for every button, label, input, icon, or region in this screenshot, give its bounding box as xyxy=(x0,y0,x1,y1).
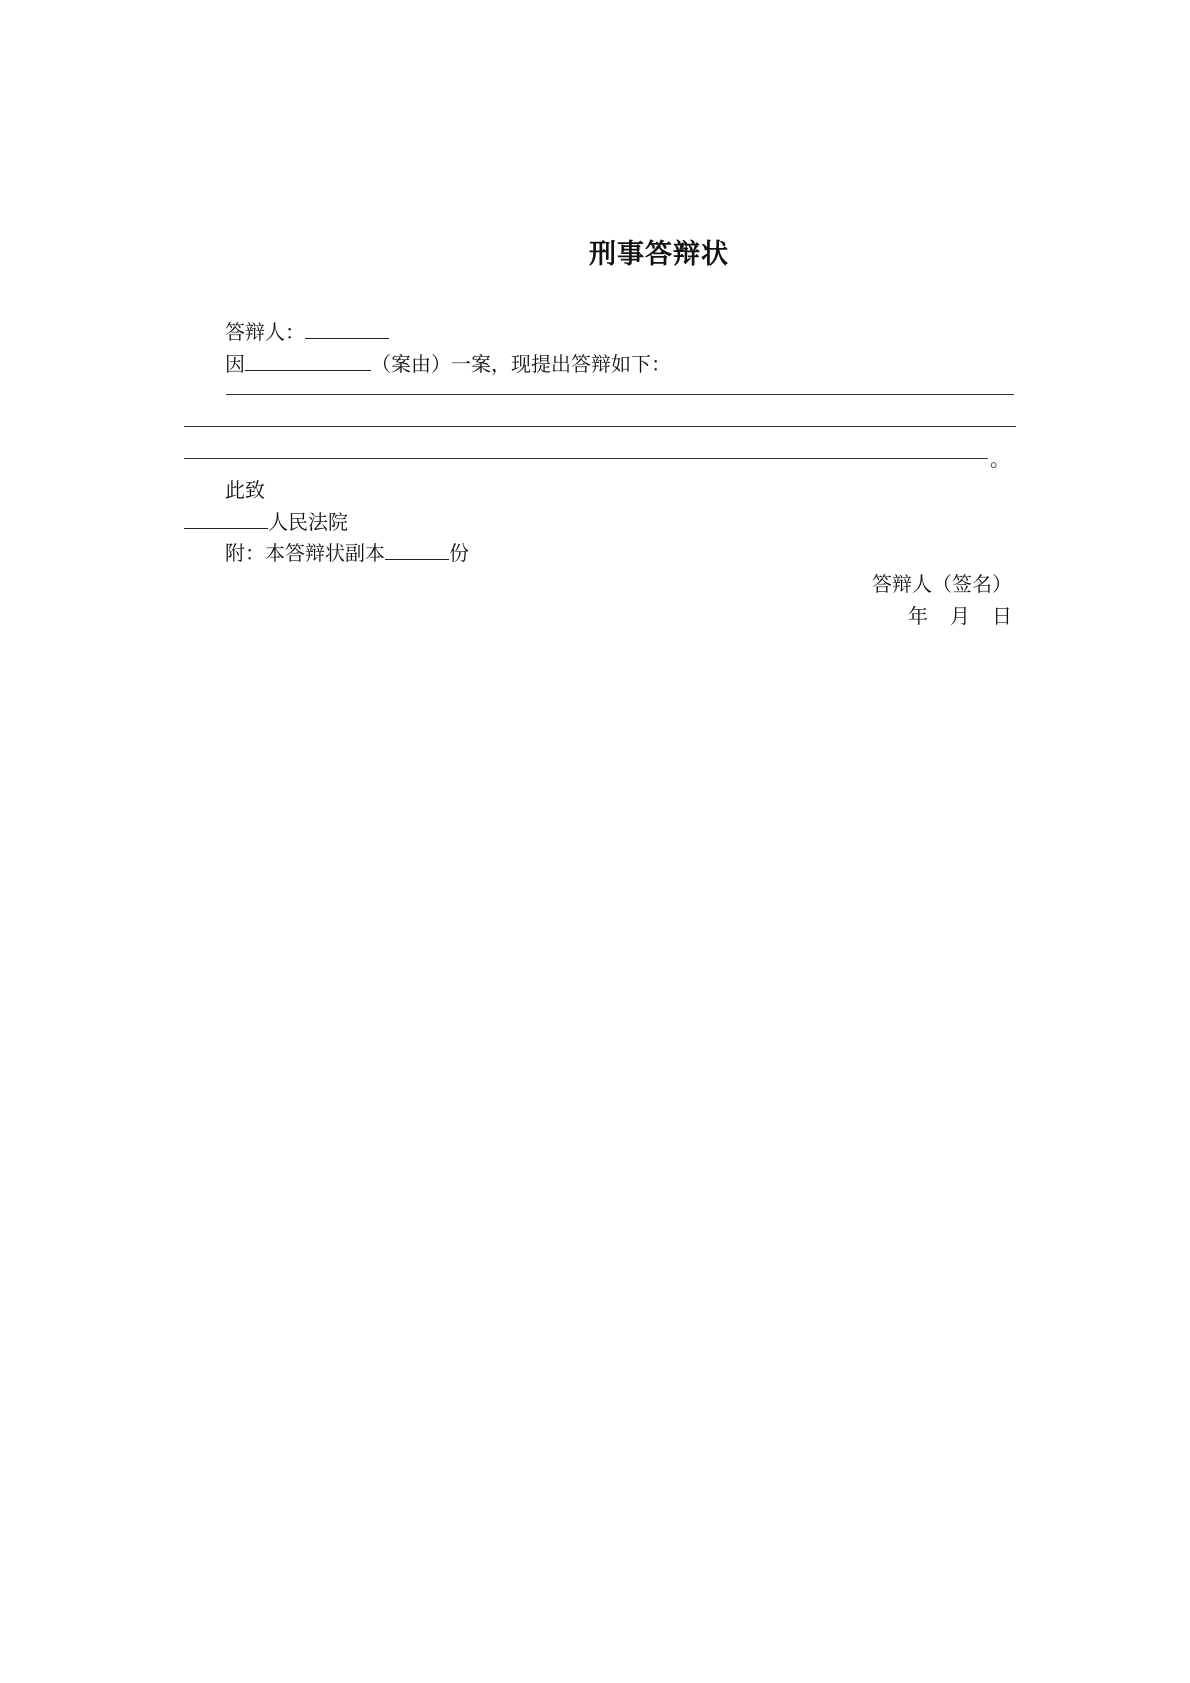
cause-blank xyxy=(245,352,371,371)
court-suffix: 人民法院 xyxy=(268,510,348,534)
content-dash-line-3 xyxy=(184,458,988,459)
content-dash-line-1 xyxy=(226,394,1014,395)
date-year: 年 xyxy=(908,604,928,628)
respondent-label: 答辩人： xyxy=(225,320,305,344)
attachment-suffix: 份 xyxy=(449,541,469,565)
court-name-blank xyxy=(184,510,268,529)
respondent-line xyxy=(225,320,389,344)
date-day: 日 xyxy=(992,604,1012,628)
court-line xyxy=(184,510,348,534)
cause-suffix: （案由）一案，现提出答辩如下： xyxy=(371,352,671,376)
attachment-copies-blank xyxy=(385,541,449,560)
date-line xyxy=(886,604,1012,628)
signature-line: 答辩人（签名） xyxy=(872,572,1012,596)
content-dash-line-2 xyxy=(184,426,1016,427)
document-title: 刑事答辩状 xyxy=(589,239,729,270)
cause-prefix: 因 xyxy=(225,352,245,376)
content-ending-period: 。 xyxy=(990,447,1010,471)
date-month: 月 xyxy=(950,604,970,628)
respondent-blank xyxy=(305,320,389,339)
salutation: 此致 xyxy=(225,478,265,502)
attachment-line xyxy=(225,541,469,565)
attachment-prefix: 附：本答辩状副本 xyxy=(225,541,385,565)
cause-line xyxy=(225,352,671,376)
